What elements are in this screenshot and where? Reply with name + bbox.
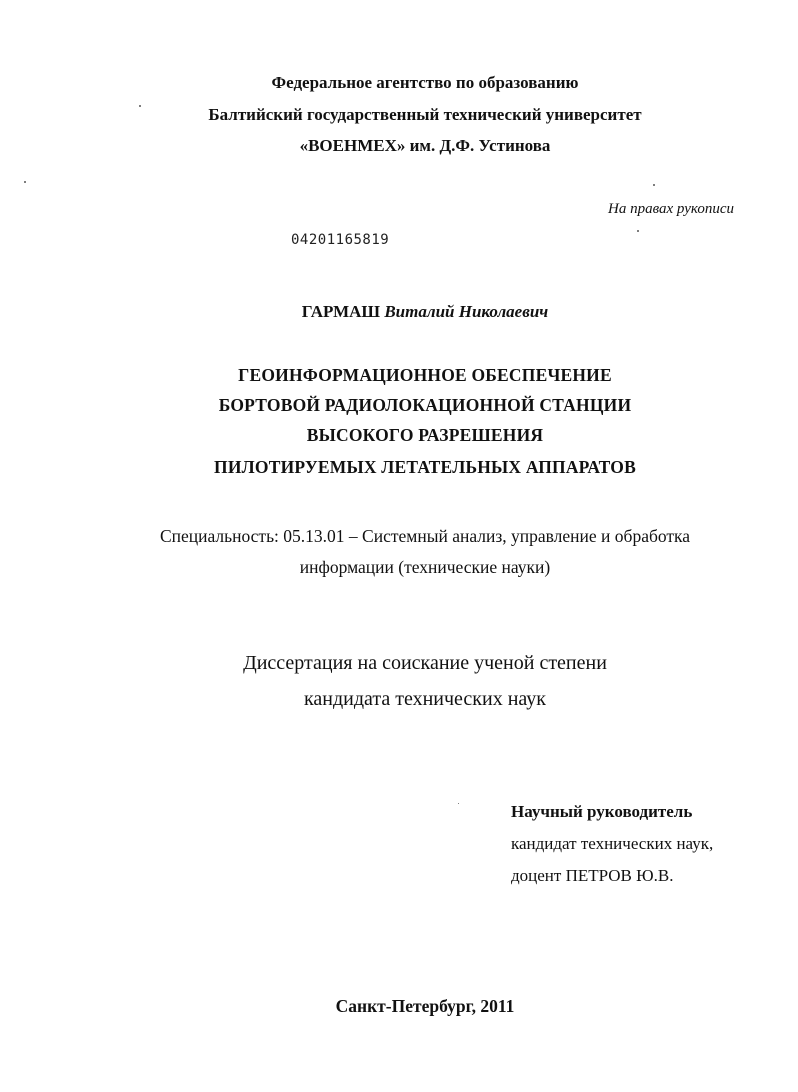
thesis-title-line: ПИЛОТИРУЕМЫХ ЛЕТАТЕЛЬНЫХ АППАРАТОВ <box>214 457 636 477</box>
thesis-title-line: БОРТОВОЙ РАДИОЛОКАЦИОННОЙ СТАНЦИИ <box>218 395 632 415</box>
city-year: Санкт-Петербург, 2011 <box>335 996 515 1016</box>
scan-speck <box>24 181 26 183</box>
scan-speck <box>139 105 141 107</box>
dissertation-degree-line: Диссертация на соискание ученой степени <box>243 652 607 674</box>
author-surname: ГАРМАШ <box>301 302 381 321</box>
supervisor-degree: кандидат технических наук, <box>511 834 714 853</box>
author-given-names: Виталий Николаевич <box>384 302 549 321</box>
catalog-number: 04201165819 <box>291 232 390 248</box>
scan-speck <box>637 230 639 232</box>
university-name: Балтийский государственный технический университет <box>208 105 642 124</box>
supervisor-block <box>511 796 713 892</box>
thesis-title-line: ГЕОИНФОРМАЦИОННОЕ ОБЕСПЕЧЕНИЕ <box>238 365 612 385</box>
author-name <box>26 302 798 322</box>
thesis-title-line: ВЫСОКОГО РАЗРЕШЕНИЯ <box>306 425 544 445</box>
rights-note: На правах рукописи <box>608 201 734 217</box>
specialty-line: Специальность: 05.13.01 – Системный анализ, управление и обработка <box>159 526 691 546</box>
university-short-name: «ВОЕНМЕХ» им. Д.Ф. Устинова <box>299 136 551 155</box>
dissertation-degree-line: кандидата технических наук <box>303 688 547 710</box>
supervisor-heading: Научный руководитель <box>511 802 693 821</box>
scan-speck <box>458 803 459 804</box>
scan-speck <box>653 184 655 186</box>
specialty-line: информации (технические науки) <box>299 557 551 577</box>
agency-name: Федеральное агентство по образованию <box>271 73 579 92</box>
supervisor-name: доцент ПЕТРОВ Ю.В. <box>511 866 674 885</box>
